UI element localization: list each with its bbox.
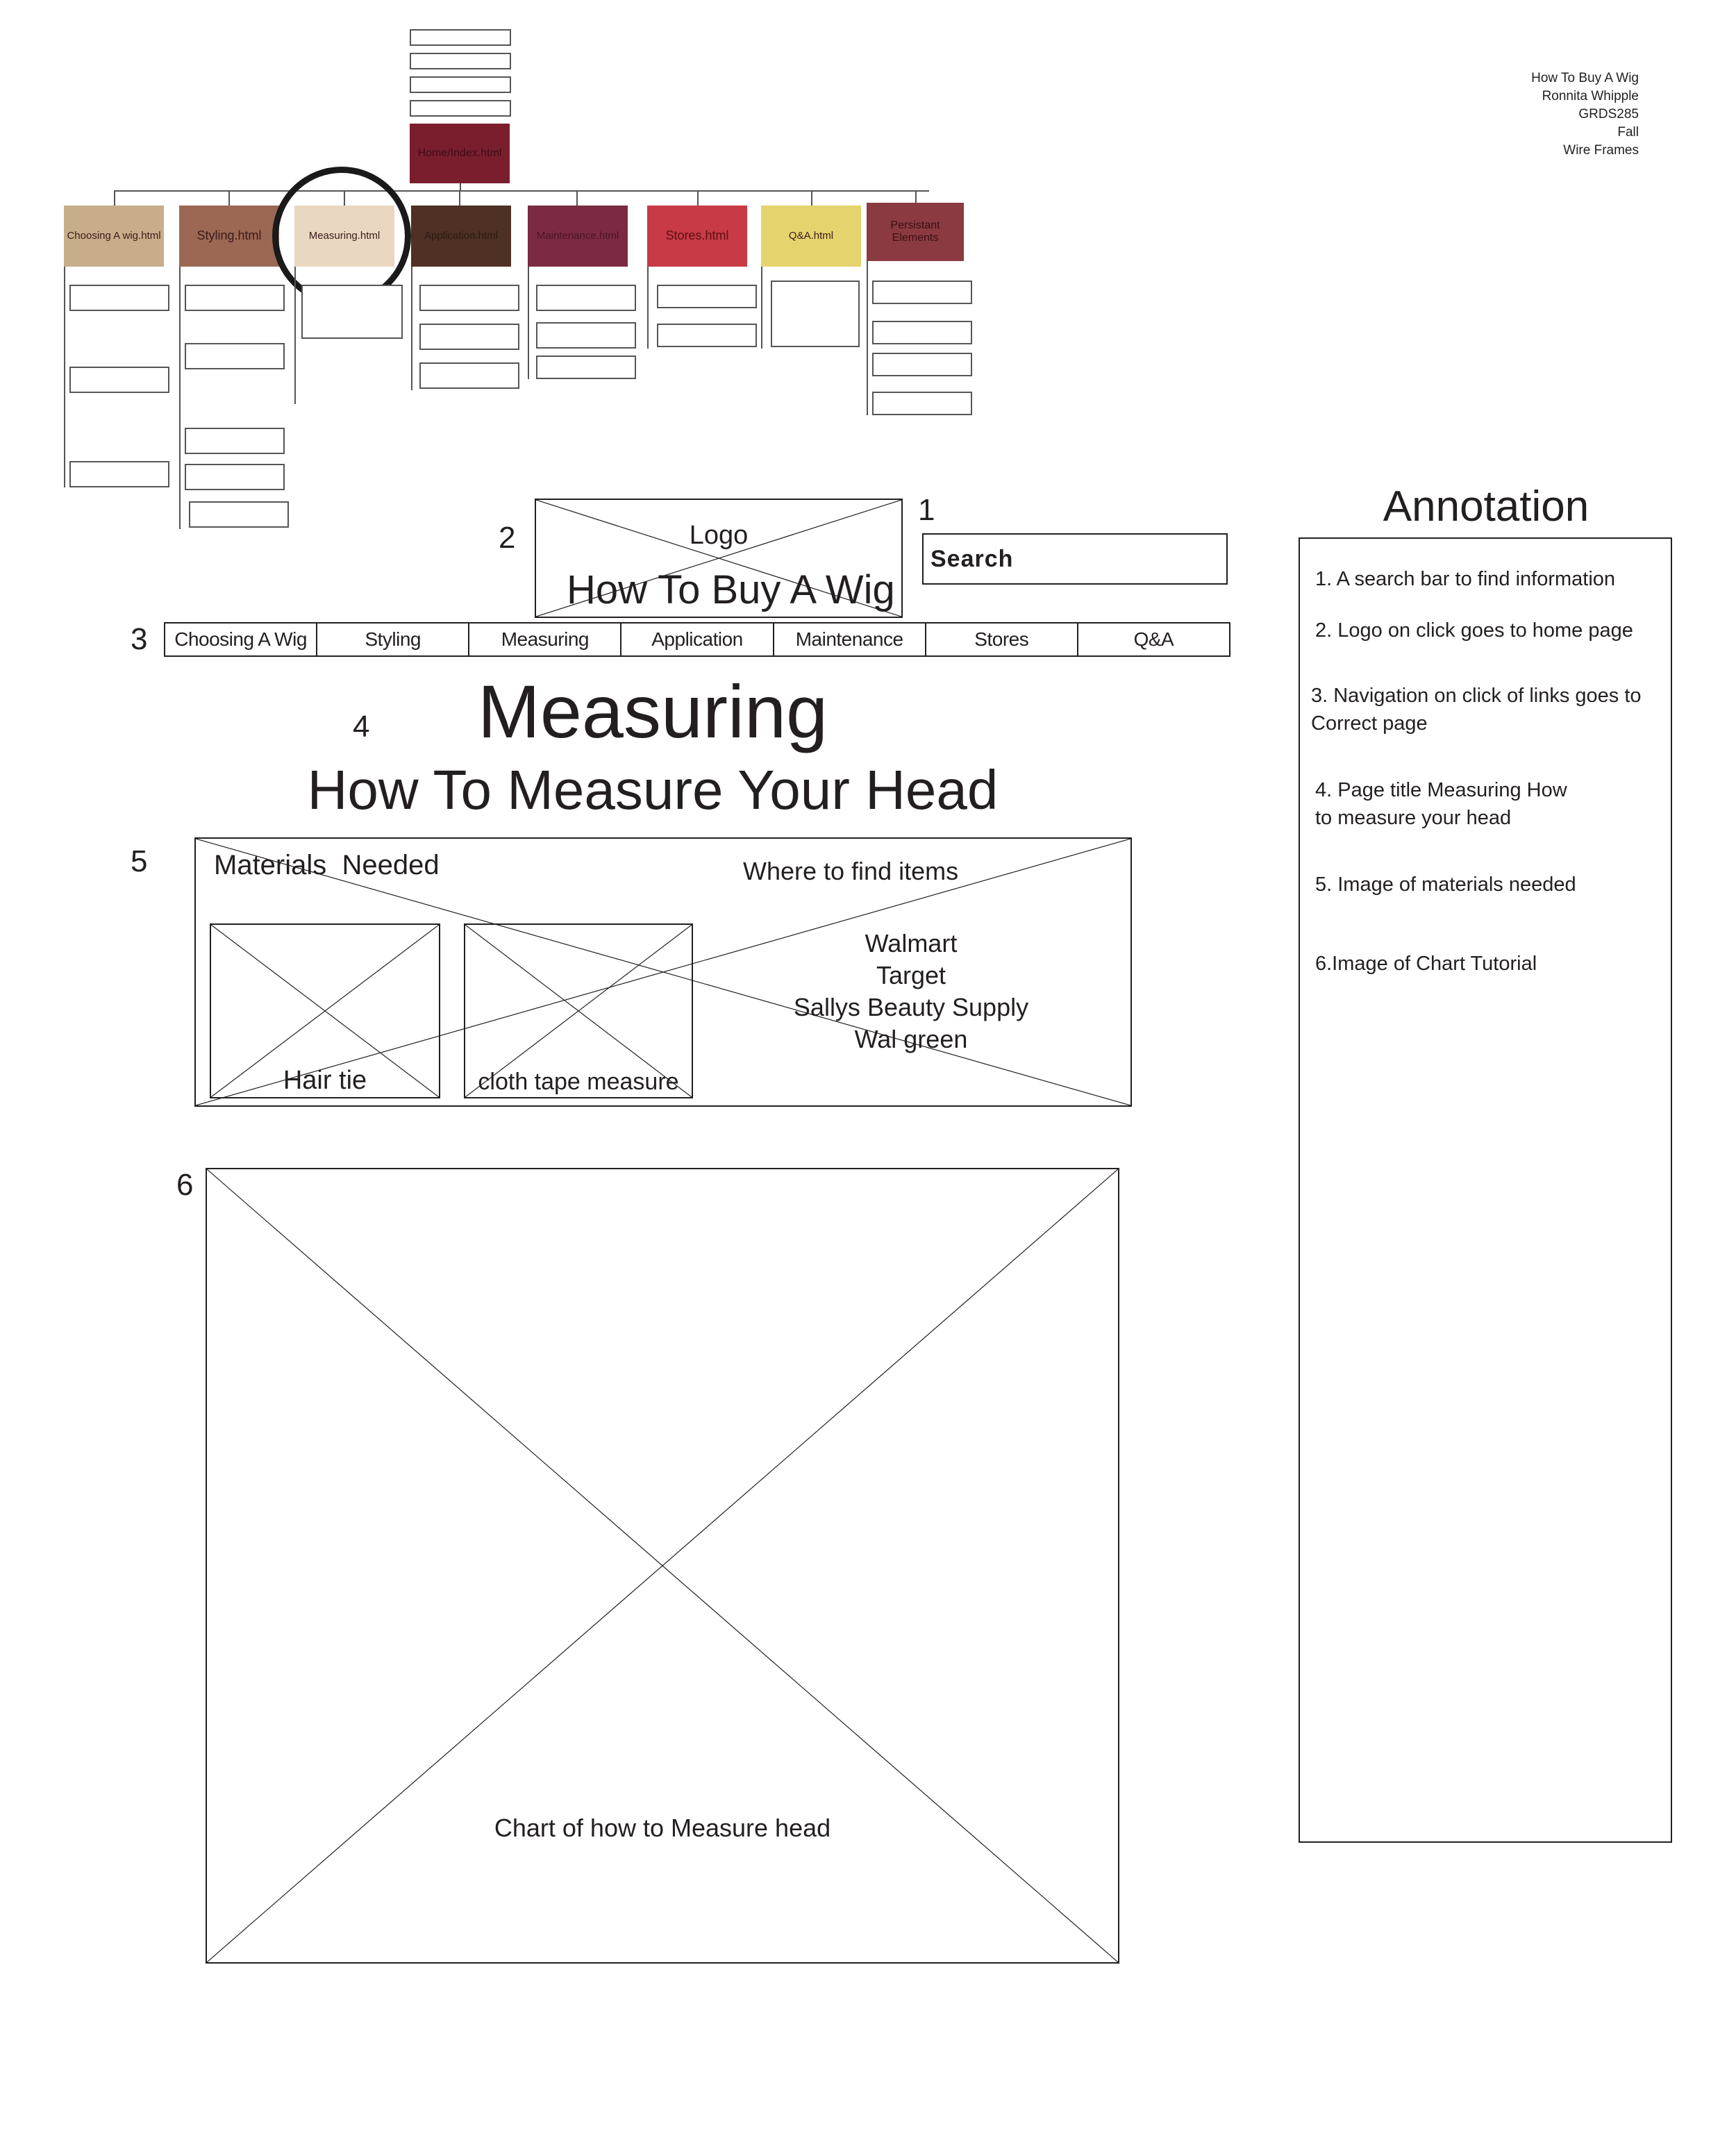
where-heading: Where to find items bbox=[743, 857, 959, 885]
sitemap-child-box bbox=[419, 362, 519, 389]
sitemap-child-box bbox=[69, 367, 169, 393]
sitemap-box bbox=[410, 29, 511, 46]
connector bbox=[294, 267, 296, 404]
sitemap-box bbox=[410, 53, 511, 69]
site-title: How To Buy A Wig bbox=[567, 567, 895, 612]
materials-heading: Materials Needed bbox=[214, 850, 440, 880]
meta-line: How To Buy A Wig bbox=[1531, 71, 1639, 85]
nav-choosing[interactable]: Choosing A Wig bbox=[165, 624, 317, 655]
page-title: Measuring bbox=[477, 669, 828, 753]
store-list bbox=[779, 928, 1043, 1055]
sitemap-child-box bbox=[872, 281, 972, 304]
annotation-item: 3. Navigation on click of links goes to Correct page bbox=[1311, 685, 1642, 735]
store-item: Sallys Beauty Supply bbox=[793, 993, 1029, 1021]
annotation-panel bbox=[1299, 537, 1672, 1843]
meta-line: Ronnita Whipple bbox=[1542, 89, 1639, 103]
sitemap-page-node bbox=[867, 203, 964, 261]
sitemap-page-node bbox=[64, 206, 164, 267]
connector bbox=[761, 267, 762, 349]
connector bbox=[411, 267, 412, 390]
search-input[interactable] bbox=[922, 533, 1228, 585]
sitemap-child-box bbox=[185, 464, 285, 490]
meta-line: Fall bbox=[1617, 125, 1639, 140]
chart-image-placeholder bbox=[206, 1168, 1119, 1964]
hair-tie-image bbox=[210, 923, 440, 1098]
sitemap-child-box bbox=[657, 324, 757, 347]
sitemap-child-box bbox=[872, 392, 972, 415]
placeholder-cross-icon bbox=[207, 1169, 1118, 1962]
sitemap-child-box bbox=[419, 324, 519, 350]
sitemap-page-label: Q&A.html bbox=[788, 229, 834, 242]
sitemap-child-box bbox=[185, 343, 285, 369]
sitemap-page-node bbox=[761, 206, 861, 267]
sitemap-child-box bbox=[185, 428, 285, 454]
item-label: cloth tape measure bbox=[478, 1069, 679, 1095]
sitemap-child-box bbox=[771, 281, 860, 347]
nav-application[interactable]: Application bbox=[621, 624, 774, 655]
annotation-item: 6.Image of Chart Tutorial bbox=[1315, 953, 1537, 975]
sitemap-home-label: Home/Index.html bbox=[417, 147, 502, 160]
connector bbox=[179, 267, 181, 529]
sitemap-child-box bbox=[657, 285, 757, 308]
sitemap-child-box bbox=[69, 461, 169, 487]
sitemap-page-label: Stores.html bbox=[665, 228, 729, 243]
sitemap-home-node bbox=[410, 124, 510, 183]
connector bbox=[647, 267, 649, 349]
sitemap-child-box bbox=[185, 285, 285, 311]
logo-label: Logo bbox=[689, 521, 749, 550]
sitemap-page-label: Maintenance.html bbox=[536, 229, 619, 242]
meta-line: Wire Frames bbox=[1563, 143, 1639, 158]
annotation-item: 5. Image of materials needed bbox=[1315, 873, 1576, 896]
connector bbox=[528, 267, 529, 379]
nav-stores[interactable]: Stores bbox=[926, 624, 1078, 655]
connector bbox=[64, 267, 65, 487]
connector bbox=[915, 190, 917, 203]
sitemap-child-box bbox=[536, 322, 636, 349]
main-nav bbox=[164, 622, 1230, 657]
sitemap-page-node bbox=[647, 206, 747, 267]
connector bbox=[459, 190, 460, 206]
meta-line: GRDS285 bbox=[1578, 107, 1639, 122]
sitemap-child-box bbox=[872, 321, 972, 344]
page-subtitle: How To Measure Your Head bbox=[307, 759, 999, 821]
annotation-item: 1. A search bar to find information bbox=[1315, 568, 1616, 590]
sitemap-child-box bbox=[536, 356, 636, 379]
sitemap-page-label: Application.html bbox=[424, 229, 498, 242]
connector bbox=[867, 261, 868, 415]
search-placeholder: Search bbox=[930, 546, 1014, 572]
item-label: Hair tie bbox=[283, 1066, 367, 1095]
connector bbox=[114, 190, 115, 206]
sitemap-page-label: Styling.html bbox=[197, 228, 262, 243]
sitemap-box bbox=[410, 100, 511, 117]
sitemap-child-box bbox=[189, 501, 289, 528]
sitemap-child-box bbox=[536, 285, 636, 311]
sitemap-page-label: Measuring.html bbox=[308, 229, 381, 242]
marker-5: 5 bbox=[131, 844, 148, 878]
tape-measure-image bbox=[464, 923, 693, 1098]
project-meta bbox=[1531, 69, 1639, 160]
sitemap-child-box bbox=[69, 285, 169, 311]
sitemap-box bbox=[410, 76, 511, 93]
sitemap-child-box bbox=[301, 285, 403, 339]
nav-measuring[interactable]: Measuring bbox=[469, 624, 621, 655]
marker-6: 6 bbox=[176, 1168, 194, 1202]
connector bbox=[576, 190, 578, 206]
sitemap-page-label: Choosing A wig.html bbox=[67, 229, 161, 242]
sitemap-child-box bbox=[872, 353, 972, 376]
sitemap-page-node bbox=[179, 206, 279, 267]
marker-1: 1 bbox=[918, 493, 935, 527]
nav-styling[interactable]: Styling bbox=[317, 624, 469, 655]
connector bbox=[114, 190, 929, 192]
sitemap-page-label: Persistant Elements bbox=[890, 219, 940, 244]
store-item: Target bbox=[876, 961, 946, 989]
annotation-title: Annotation bbox=[1383, 483, 1589, 530]
store-item: Walmart bbox=[865, 929, 958, 957]
marker-2: 2 bbox=[499, 521, 516, 555]
connector bbox=[228, 190, 230, 206]
materials-image-placeholder bbox=[194, 837, 1132, 1107]
marker-4: 4 bbox=[353, 710, 370, 744]
connector bbox=[697, 190, 699, 206]
marker-3: 3 bbox=[131, 622, 148, 656]
sitemap-page-node bbox=[411, 206, 511, 267]
nav-qa[interactable]: Q&A bbox=[1133, 628, 1174, 650]
nav-maintenance[interactable]: Maintenance bbox=[774, 624, 926, 655]
annotation-item: 4. Page title Measuring How to measure your head bbox=[1315, 779, 1567, 829]
sitemap-child-box bbox=[419, 285, 519, 311]
store-item: Wal green bbox=[854, 1025, 968, 1053]
connector bbox=[811, 190, 812, 206]
chart-caption: Chart of how to Measure head bbox=[494, 1814, 831, 1842]
annotation-item: 2. Logo on click goes to home page bbox=[1315, 619, 1633, 642]
sitemap-page-node bbox=[528, 206, 628, 267]
